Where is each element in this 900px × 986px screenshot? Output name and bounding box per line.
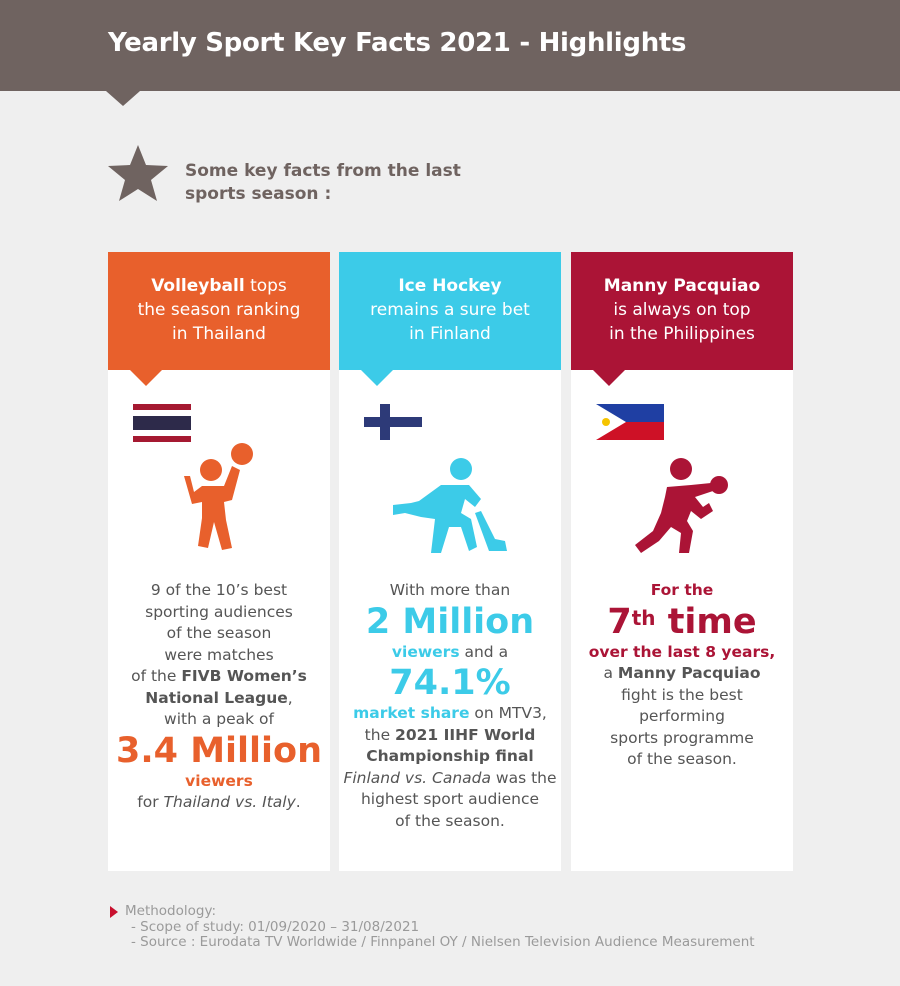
card-header-line2: is always on top (613, 300, 751, 320)
ice-hockey-player-icon (391, 457, 511, 557)
card-pointer (593, 370, 625, 386)
manny-pacquiao-card (571, 252, 793, 871)
body-italic: Thailand vs. Italy (163, 793, 296, 811)
page-title: Yearly Sport Key Facts 2021 - Highlights (108, 28, 687, 58)
card-header-line2: remains a sure bet (370, 300, 530, 320)
body-text: . (295, 793, 301, 811)
methodology-title: Methodology: (125, 903, 217, 919)
header-banner (0, 0, 900, 91)
body-line: fight is the best (621, 685, 743, 704)
body-line: of the season (166, 624, 272, 642)
body-line: 9 of the 10’s best (150, 581, 288, 599)
body-line (339, 642, 561, 664)
card-header (339, 252, 561, 370)
card-header-bold: Manny Pacquiao (603, 276, 761, 296)
card-body (339, 580, 561, 832)
body-bold: National League (145, 688, 288, 707)
body-bold: Championship final (366, 747, 534, 765)
highlight-num: 7 (607, 601, 632, 642)
card-header-text: tops (244, 276, 287, 296)
body-line: of the season. (627, 750, 737, 768)
card-header (108, 252, 330, 370)
highlight-label: over the last 8 years, (588, 642, 776, 661)
highlight-label: viewers (185, 771, 253, 790)
thailand-flag (133, 404, 191, 442)
body-line: of the season. (395, 811, 505, 830)
card-header-bold: Volleyball (151, 276, 245, 296)
body-line (571, 663, 793, 685)
highlight-sup: th (631, 605, 656, 630)
body-text: a (603, 664, 618, 682)
body-line: sports programme (610, 728, 754, 747)
card-body (571, 580, 793, 771)
body-line (108, 666, 330, 688)
volleyball-player-icon (180, 440, 260, 552)
highlight-label: market share (353, 704, 470, 722)
methodology-source: - Source : Eurodata TV Worldwide / Finnpanel OY / Nielsen Television Audience Measurement (131, 934, 755, 950)
methodology-arrow-icon (110, 906, 118, 918)
volleyball-card (108, 252, 330, 871)
body-line (339, 768, 561, 790)
highlight-label: For the (650, 581, 714, 599)
body-text: of the (131, 667, 182, 685)
star-icon (106, 143, 170, 203)
body-text: was the (490, 768, 557, 787)
body-italic: Finland vs. Canada (343, 768, 491, 787)
body-line (108, 792, 330, 814)
body-line (108, 688, 330, 710)
body-text: , (287, 688, 293, 707)
highlight-number (571, 602, 793, 642)
card-header (571, 252, 793, 370)
card-header-line2: the season ranking (137, 300, 301, 320)
body-line (339, 725, 561, 747)
body-bold: 2021 IIHF World (395, 725, 536, 744)
body-text: for (137, 793, 164, 811)
body-bold: Manny Pacquiao (617, 664, 761, 682)
highlight-word: time (655, 601, 757, 642)
intro-text: Some key facts from the last sports season : (185, 161, 461, 204)
header-pointer (106, 91, 140, 106)
card-header-bold: Ice Hockey (398, 276, 502, 296)
card-header-line3: in the Philippines (609, 324, 755, 344)
body-line: performing (639, 707, 725, 725)
body-line (339, 703, 561, 725)
body-line: highest sport audience (360, 790, 540, 808)
body-line: With more than (389, 581, 511, 599)
highlight-number: 74.1% (389, 663, 511, 703)
body-line (339, 746, 561, 768)
body-text: the (364, 725, 396, 744)
body-text: and a (459, 642, 509, 661)
highlight-number: 2 Million (365, 601, 535, 642)
body-bold: FIVB Women’s (181, 667, 307, 685)
philippines-flag (596, 404, 664, 440)
body-line: were matches (164, 645, 274, 664)
card-header-line3: in Thailand (172, 324, 266, 344)
card-pointer (361, 370, 393, 386)
body-text: on MTV3, (469, 704, 547, 722)
card-body (108, 580, 330, 814)
boxer-icon (631, 457, 731, 557)
body-line: with a peak of (164, 710, 274, 728)
methodology-scope: - Scope of study: 01/09/2020 – 31/08/2021 (131, 919, 420, 935)
body-line: sporting audiences (145, 602, 293, 621)
card-header-line3: in Finland (409, 324, 491, 344)
highlight-label: viewers (391, 642, 460, 661)
finland-flag (364, 404, 422, 440)
highlight-number: 3.4 Million (116, 730, 322, 771)
ice-hockey-card (339, 252, 561, 871)
card-pointer (130, 370, 162, 386)
